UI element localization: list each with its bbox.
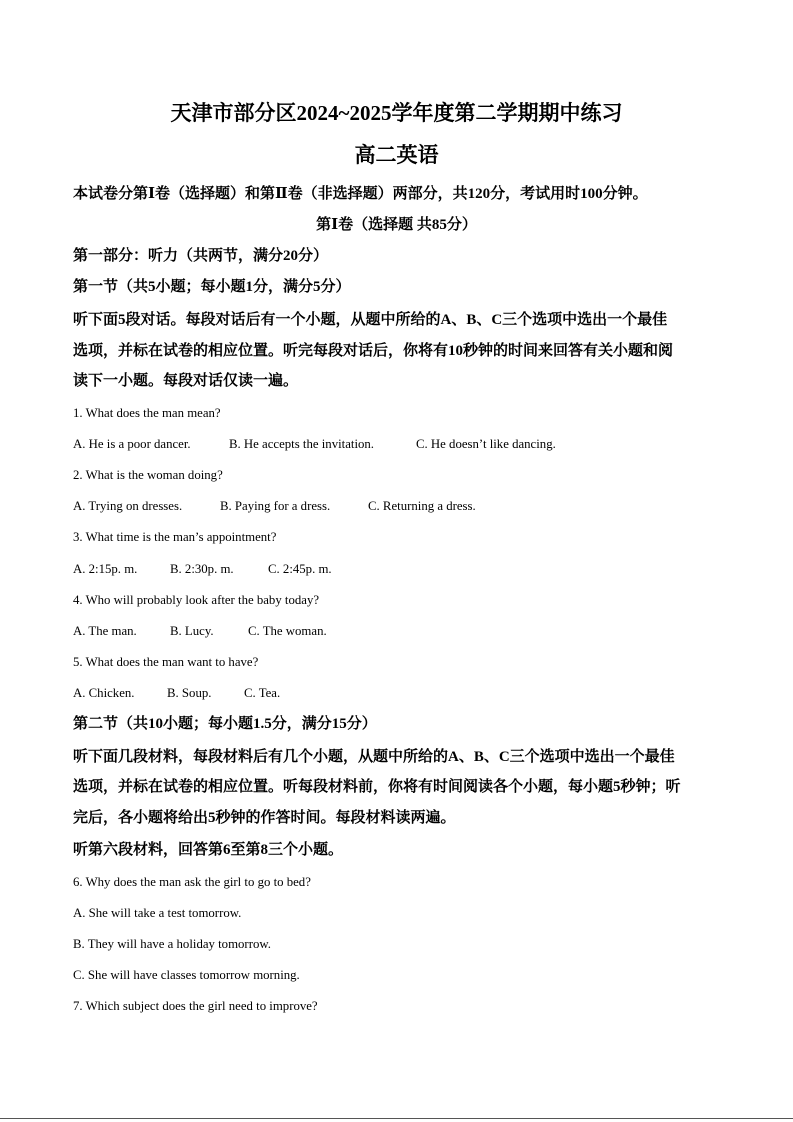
question-6-option-c: C. She will have classes tomorrow morning. [73, 968, 300, 982]
option-b: B. Lucy. [170, 624, 214, 638]
section2-instruction-line: 选项，并标在试卷的相应位置。听每段材料前，你将有时间阅读各个小题，每小题5秒钟；听 [73, 779, 681, 795]
section1-title: 第一节（共5小题；每小题1分，满分5分） [73, 279, 351, 295]
option-c: C. The woman. [248, 624, 327, 638]
exam-subject: 高二英语 [354, 143, 439, 167]
question-1-options [73, 435, 556, 453]
section1-instruction-line: 听下面5段对话。每段对话后有一个小题，从题中所给的A、B、C三个选项中选出一个最佳 [73, 312, 668, 328]
question-6-option-b: B. They will have a holiday tomorrow. [73, 937, 271, 951]
page-bottom-divider [0, 1118, 793, 1119]
option-b: B. Soup. [167, 686, 212, 700]
section2-title: 第二节（共10小题；每小题1.5分，满分15分） [73, 716, 377, 732]
exam-title: 天津市部分区2024~2025学年度第二学期期中练习 [170, 101, 623, 125]
question-5: 5. What does the man want to have? [73, 655, 259, 669]
option-a: A. 2:15p. m. [73, 562, 138, 576]
option-a: A. Chicken. [73, 686, 135, 700]
option-c: C. Returning a dress. [368, 499, 476, 513]
question-4-options [73, 622, 327, 640]
option-a: A. He is a poor dancer. [73, 437, 191, 451]
question-5-options [73, 684, 280, 702]
material-6-heading: 听第六段材料，回答第6至第8三个小题。 [73, 842, 344, 858]
option-c: C. 2:45p. m. [268, 562, 332, 576]
exam-intro: 本试卷分第Ⅰ卷（选择题）和第Ⅱ卷（非选择题）两部分，共120分，考试用时100分钟。 [73, 186, 648, 202]
section1-instruction-line: 读下一小题。每段对话仅读一遍。 [73, 373, 299, 389]
question-3: 3. What time is the man’s appointment? [73, 530, 277, 544]
section2-instruction-line: 听下面几段材料，每段材料后有几个小题，从题中所给的A、B、C三个选项中选出一个最佳 [73, 749, 675, 765]
option-c: C. Tea. [244, 686, 281, 700]
question-4: 4. Who will probably look after the baby today? [73, 593, 320, 607]
option-a: A. Trying on dresses. [73, 499, 183, 513]
question-1: 1. What does the man mean? [73, 406, 221, 420]
question-2-options [73, 497, 476, 515]
section2-instruction-line: 完后，各小题将给出5秒钟的作答时间。每段材料读两遍。 [73, 810, 456, 826]
question-3-options [73, 560, 332, 578]
question-6: 6. Why does the man ask the girl to go to bed? [73, 875, 311, 889]
section1-instruction-line: 选项，并标在试卷的相应位置。听完每段对话后，你将有10秒钟的时间来回答有关小题和阅 [73, 343, 674, 359]
option-c: C. He doesn’t like dancing. [416, 437, 556, 451]
option-b: B. He accepts the invitation. [229, 437, 374, 451]
question-7: 7. Which subject does the girl need to improve? [73, 999, 318, 1013]
option-a: A. The man. [73, 624, 137, 638]
volume1-title: 第Ⅰ卷（选择题 共85分） [316, 217, 477, 233]
option-b: B. 2:30p. m. [170, 562, 234, 576]
option-b: B. Paying for a dress. [220, 499, 331, 513]
question-6-option-a: A. She will take a test tomorrow. [73, 906, 242, 920]
part1-title: 第一部分：听力（共两节，满分20分） [73, 248, 329, 264]
question-2: 2. What is the woman doing? [73, 468, 223, 482]
